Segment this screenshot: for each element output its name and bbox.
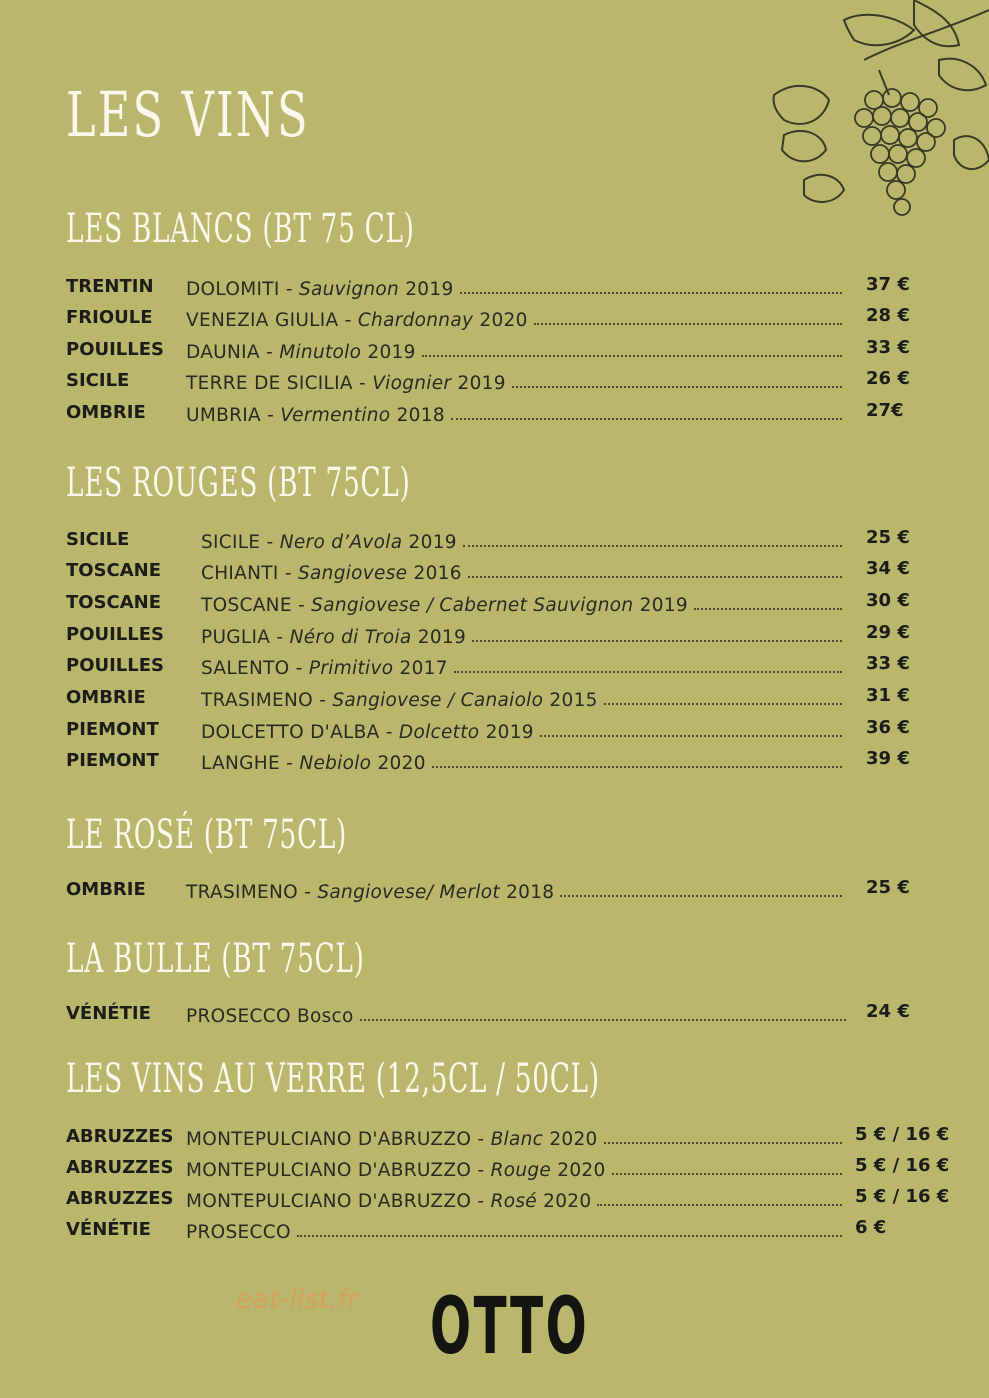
wine-grape: Vermentino xyxy=(280,405,391,426)
list-item xyxy=(0,368,989,394)
wine-name xyxy=(186,1191,597,1212)
wine-appellation: TRASIMENO - xyxy=(186,882,318,903)
dot-leader xyxy=(472,640,842,642)
wine-grape: Chardonnay xyxy=(357,310,474,331)
wine-appellation: CHIANTI - xyxy=(201,563,298,584)
wine-appellation: MONTEPULCIANO D'ABRUZZO - xyxy=(186,1160,491,1181)
wine-region: TRENTIN xyxy=(66,276,154,297)
dot-leader xyxy=(463,545,842,547)
list-item xyxy=(0,1155,989,1181)
wine-year: 2020 xyxy=(543,1129,598,1150)
wine-region: ABRUZZES xyxy=(66,1126,174,1147)
section-title-verre: LES VINS AU VERRE (12,5CL / 50CL) xyxy=(66,1056,600,1102)
wine-grape: Blanc xyxy=(490,1129,544,1150)
wine-price: 27€ xyxy=(866,400,904,421)
wine-line xyxy=(186,337,842,363)
section-title-bulle: LA BULLE (BT 75CL) xyxy=(66,936,365,982)
list-item xyxy=(0,305,989,331)
wine-name xyxy=(186,882,560,903)
wine-name xyxy=(201,563,468,584)
wine-grape: Rosé xyxy=(490,1191,537,1212)
wine-price: 5 € / 16 € xyxy=(855,1155,950,1176)
wine-price: 30 € xyxy=(866,590,910,611)
wine-line xyxy=(201,622,842,648)
wine-price: 24 € xyxy=(866,1001,910,1022)
wine-name xyxy=(186,1129,604,1150)
wine-line xyxy=(201,717,842,743)
dot-leader xyxy=(612,1173,842,1175)
wine-line xyxy=(186,1124,842,1150)
restaurant-logo: OTTO xyxy=(430,1282,590,1372)
section-title-rouges: LES ROUGES (BT 75CL) xyxy=(66,460,411,506)
dot-leader xyxy=(422,355,842,357)
wine-grape: Sangiovese / Cabernet Sauvignon xyxy=(311,595,634,616)
wine-region: OMBRIE xyxy=(66,402,146,423)
wine-price: 5 € / 16 € xyxy=(855,1124,950,1145)
wine-appellation: PUGLIA - xyxy=(201,627,290,648)
wine-region: ABRUZZES xyxy=(66,1157,174,1178)
wine-line xyxy=(186,1001,846,1027)
wine-appellation: PROSECCO Bosco xyxy=(186,1006,354,1027)
wine-appellation: TRASIMENO - xyxy=(201,690,333,711)
wine-name xyxy=(186,1222,297,1243)
wine-appellation: TOSCANE - xyxy=(201,595,312,616)
wine-price: 29 € xyxy=(866,622,910,643)
list-item xyxy=(0,558,989,584)
list-item xyxy=(0,653,989,679)
wine-price: 37 € xyxy=(866,274,910,295)
dot-leader xyxy=(534,323,842,325)
wine-name xyxy=(186,1160,612,1181)
dot-leader xyxy=(297,1235,842,1237)
wine-year: 2019 xyxy=(361,342,416,363)
wine-price: 6 € xyxy=(855,1217,887,1238)
list-item xyxy=(0,1217,989,1243)
wine-grape: Nero d’Avola xyxy=(279,532,403,553)
wine-year: 2019 xyxy=(399,279,454,300)
wine-appellation: SICILE - xyxy=(201,532,280,553)
list-item xyxy=(0,527,989,553)
wine-price: 26 € xyxy=(866,368,910,389)
wine-region: POUILLES xyxy=(66,624,165,645)
section-title-blancs: LES BLANCS (BT 75 CL) xyxy=(66,206,415,252)
wine-year: 2018 xyxy=(499,882,555,903)
list-item xyxy=(0,590,989,616)
wine-appellation: UMBRIA - xyxy=(186,405,281,426)
dot-leader xyxy=(604,1142,842,1144)
wine-appellation: DOLCETTO D'ALBA - xyxy=(201,722,399,743)
wine-appellation: TERRE DE SICILIA - xyxy=(186,373,373,394)
wine-name xyxy=(186,342,422,363)
wine-line xyxy=(186,877,842,903)
wine-price: 31 € xyxy=(866,685,910,706)
wine-region: OMBRIE xyxy=(66,687,146,708)
wine-region: POUILLES xyxy=(66,655,165,676)
list-item xyxy=(0,400,989,426)
wine-line xyxy=(186,1155,842,1181)
wine-year: 2015 xyxy=(543,690,598,711)
dot-leader xyxy=(451,418,842,420)
dot-leader xyxy=(694,608,842,610)
dot-leader xyxy=(512,386,842,388)
wine-name xyxy=(186,373,512,394)
wine-region: SICILE xyxy=(66,370,130,391)
wine-appellation: SALENTO - xyxy=(201,658,309,679)
dot-leader xyxy=(597,1204,842,1206)
wine-grape: Sangiovese xyxy=(297,563,408,584)
wine-price: 25 € xyxy=(866,877,910,898)
wine-appellation: PROSECCO xyxy=(186,1222,291,1243)
grape-vine-icon xyxy=(764,0,989,230)
wine-name xyxy=(186,1006,360,1027)
wine-region: ABRUZZES xyxy=(66,1188,174,1209)
wine-price: 5 € / 16 € xyxy=(855,1186,950,1207)
wine-region: PIEMONT xyxy=(66,719,159,740)
page-title: LES VINS xyxy=(66,78,310,151)
wine-name xyxy=(201,658,454,679)
wine-line xyxy=(186,274,842,300)
wine-appellation: MONTEPULCIANO D'ABRUZZO - xyxy=(186,1129,491,1150)
wine-line xyxy=(201,748,842,774)
wine-year: 2016 xyxy=(407,563,462,584)
wine-price: 33 € xyxy=(866,337,910,358)
wine-region: SICILE xyxy=(66,529,130,550)
wine-grape: Primitivo xyxy=(308,658,394,679)
wine-price: 25 € xyxy=(866,527,910,548)
wine-name xyxy=(201,722,540,743)
wine-appellation: DOLOMITI - xyxy=(186,279,299,300)
dot-leader xyxy=(604,703,842,705)
wine-appellation: VENEZIA GIULIA - xyxy=(186,310,358,331)
wine-name xyxy=(201,753,432,774)
wine-region: POUILLES xyxy=(66,339,165,360)
wine-line xyxy=(201,558,842,584)
dot-leader xyxy=(454,671,842,673)
wine-year: 2020 xyxy=(551,1160,606,1181)
wine-grape: Rouge xyxy=(490,1160,552,1181)
dot-leader xyxy=(460,292,842,294)
wine-year: 2019 xyxy=(451,373,506,394)
wine-line xyxy=(186,305,842,331)
list-item xyxy=(0,685,989,711)
list-item xyxy=(0,1001,989,1027)
wine-region: TOSCANE xyxy=(66,560,162,581)
section-title-rose: LE ROSÉ (BT 75CL) xyxy=(66,812,348,858)
watermark: eat-list.fr xyxy=(236,1284,359,1315)
wine-name xyxy=(201,595,694,616)
wine-grape: Minutolo xyxy=(279,342,362,363)
list-item xyxy=(0,622,989,648)
wine-line xyxy=(186,1186,842,1212)
wine-year: 2018 xyxy=(390,405,445,426)
wine-name xyxy=(186,279,460,300)
dot-leader xyxy=(540,735,842,737)
list-item xyxy=(0,877,989,903)
list-item xyxy=(0,274,989,300)
wine-year: 2020 xyxy=(473,310,528,331)
wine-region: VÉNÉTIE xyxy=(66,1003,151,1024)
wine-price: 28 € xyxy=(866,305,910,326)
wine-appellation: DAUNIA - xyxy=(186,342,280,363)
list-item xyxy=(0,337,989,363)
dot-leader xyxy=(432,766,842,768)
list-item xyxy=(0,1186,989,1212)
wine-appellation: MONTEPULCIANO D'ABRUZZO - xyxy=(186,1191,491,1212)
wine-name xyxy=(201,690,604,711)
wine-line xyxy=(201,685,842,711)
wine-appellation: LANGHE - xyxy=(201,753,300,774)
wine-price: 34 € xyxy=(866,558,910,579)
wine-region: PIEMONT xyxy=(66,750,159,771)
wine-year: 2019 xyxy=(633,595,688,616)
wine-line xyxy=(186,368,842,394)
wine-name xyxy=(201,627,472,648)
wine-grape: Dolcetto xyxy=(398,722,480,743)
wine-year: 2017 xyxy=(393,658,448,679)
wine-year: 2019 xyxy=(402,532,457,553)
wine-line xyxy=(186,400,842,426)
list-item xyxy=(0,717,989,743)
wine-line xyxy=(201,527,842,553)
wine-name xyxy=(201,532,463,553)
wine-year: 2019 xyxy=(411,627,467,648)
wine-name xyxy=(186,405,451,426)
wine-grape: Néro di Troia xyxy=(289,627,412,648)
wine-name xyxy=(186,310,534,331)
dot-leader xyxy=(360,1019,846,1021)
wine-year: 2020 xyxy=(371,753,426,774)
wine-year: 2020 xyxy=(536,1191,592,1212)
list-item xyxy=(0,748,989,774)
wine-line xyxy=(201,653,842,679)
wine-region: FRIOULE xyxy=(66,307,153,328)
wine-year: 2019 xyxy=(479,722,534,743)
wine-region: OMBRIE xyxy=(66,879,146,900)
dot-leader xyxy=(468,576,842,578)
wine-price: 36 € xyxy=(866,717,910,738)
wine-line xyxy=(186,1217,842,1243)
wine-region: VÉNÉTIE xyxy=(66,1219,151,1240)
wine-grape: Nebiolo xyxy=(299,753,372,774)
wine-price: 39 € xyxy=(866,748,910,769)
wine-grape: Viognier xyxy=(372,373,452,394)
wine-grape: Sauvignon xyxy=(298,279,400,300)
dot-leader xyxy=(560,895,842,897)
wine-line xyxy=(201,590,842,616)
wine-price: 33 € xyxy=(866,653,910,674)
wine-grape: Sangiovese/ Merlot xyxy=(317,882,500,903)
wine-region: TOSCANE xyxy=(66,592,162,613)
wine-grape: Sangiovese / Canaiolo xyxy=(332,690,544,711)
list-item xyxy=(0,1124,989,1150)
